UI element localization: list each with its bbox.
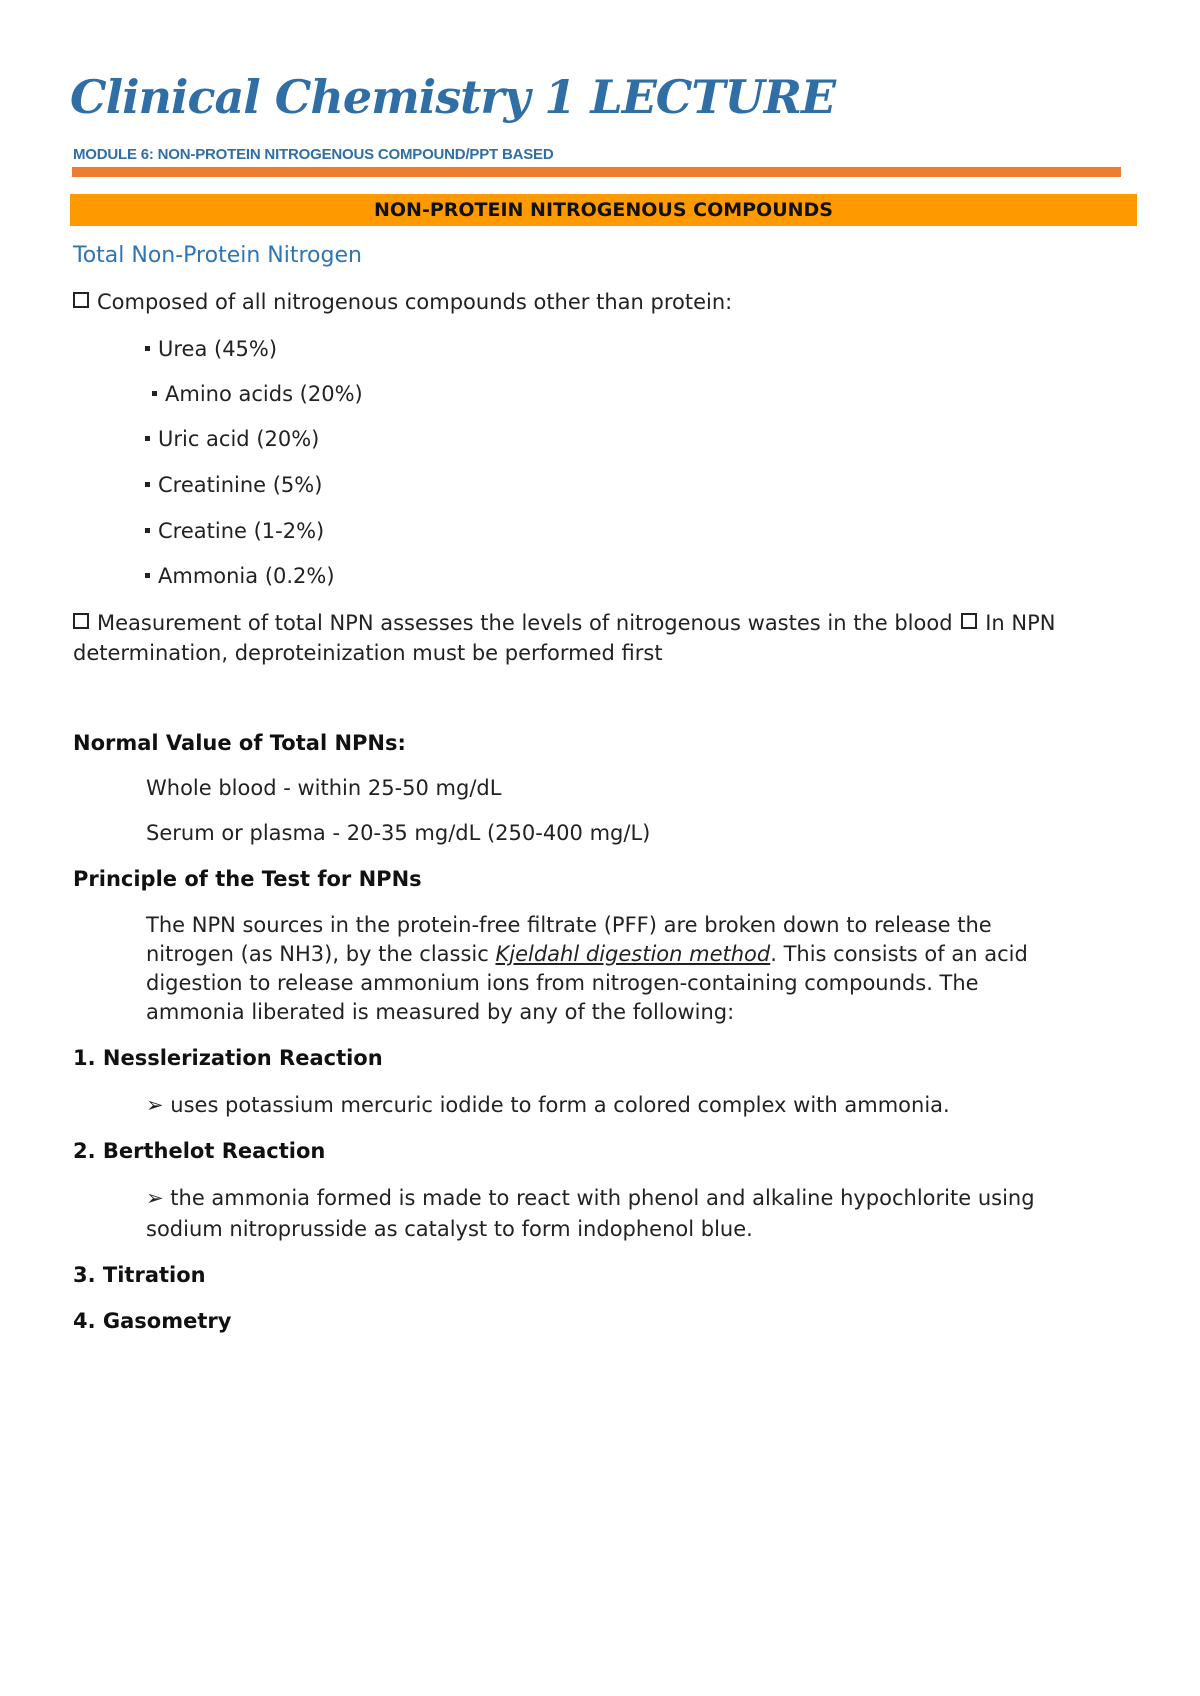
normal-value-whole-blood: Whole blood - within 25-50 mg/dL xyxy=(146,776,502,800)
note-text: Measurement of total NPN assesses the levels of nitrogenous wastes in the blood xyxy=(97,611,953,635)
normal-value-serum: Serum or plasma - 20-35 mg/dL (250-400 mg/L) xyxy=(146,821,651,845)
list-item xyxy=(145,516,324,546)
list-item-text: Ammonia (0.2%) xyxy=(158,564,335,588)
method-heading-titration: 3. Titration xyxy=(73,1263,206,1287)
principle-line: digestion to release ammonium ions from nitrogen-containing compounds. The xyxy=(146,971,979,995)
principle-heading: Principle of the Test for NPNs xyxy=(73,867,422,891)
list-item xyxy=(145,470,322,500)
list-item xyxy=(152,379,363,409)
document-title: Clinical Chemistry 1 LECTURE xyxy=(70,70,836,124)
principle-line: The NPN sources in the protein-free filtrate (PFF) are broken down to release the xyxy=(146,913,992,937)
method-description: ➢ uses potassium mercuric iodide to form a colored complex with ammonia. xyxy=(146,1093,950,1117)
list-item-text: Amino acids (20%) xyxy=(165,382,363,406)
bullet-icon xyxy=(145,436,150,441)
note-continuation: determination, deproteinization must be performed first xyxy=(73,641,663,665)
checkbox-bullet-icon xyxy=(961,613,977,629)
method-heading-berthelot: 2. Berthelot Reaction xyxy=(73,1139,326,1163)
list-item xyxy=(145,424,319,454)
bullet-icon xyxy=(145,573,150,578)
list-item-text: Creatinine (5%) xyxy=(158,473,323,497)
bullet-icon xyxy=(145,346,150,351)
principle-text: . This consists of an acid xyxy=(770,942,1028,966)
method-heading-gasometry: 4. Gasometry xyxy=(73,1309,232,1333)
list-item-text: Creatine (1-2%) xyxy=(158,519,325,543)
method-description: ➢ the ammonia formed is made to react with phenol and alkaline hypochlorite using xyxy=(146,1186,1035,1210)
list-item-text: Urea (45%) xyxy=(158,337,278,361)
principle-line xyxy=(146,939,1028,969)
header-divider xyxy=(72,167,1121,177)
checkbox-bullet-icon xyxy=(73,613,89,629)
normal-value-heading: Normal Value of Total NPNs: xyxy=(73,731,406,755)
method-description: sodium nitroprusside as catalyst to form indophenol blue. xyxy=(146,1217,753,1241)
principle-text: nitrogen (as NH3), by the classic xyxy=(146,942,496,966)
list-item xyxy=(145,334,277,364)
intro-text: Composed of all nitrogenous compounds other than protein: xyxy=(97,290,733,314)
note-text: In NPN xyxy=(985,611,1056,635)
method-heading-nesslerization: 1. Nesslerization Reaction xyxy=(73,1046,383,1070)
section-heading-total-npn: Total Non-Protein Nitrogen xyxy=(73,243,362,268)
bullet-icon xyxy=(152,391,157,396)
intro-line xyxy=(73,287,732,317)
list-item-text: Uric acid (20%) xyxy=(158,427,320,451)
bullet-icon xyxy=(145,528,150,533)
principle-line: ammonia liberated is measured by any of the following: xyxy=(146,1000,735,1024)
list-item xyxy=(145,561,335,591)
module-subtitle: MODULE 6: NON-PROTEIN NITROGENOUS COMPOUND/PPT BASED xyxy=(73,146,554,163)
note-line xyxy=(73,608,1056,638)
kjeldahl-method-link[interactable]: Kjeldahl digestion method xyxy=(495,942,771,966)
section-banner: NON-PROTEIN NITROGENOUS COMPOUNDS xyxy=(70,194,1137,226)
bullet-icon xyxy=(145,482,150,487)
checkbox-bullet-icon xyxy=(73,292,89,308)
